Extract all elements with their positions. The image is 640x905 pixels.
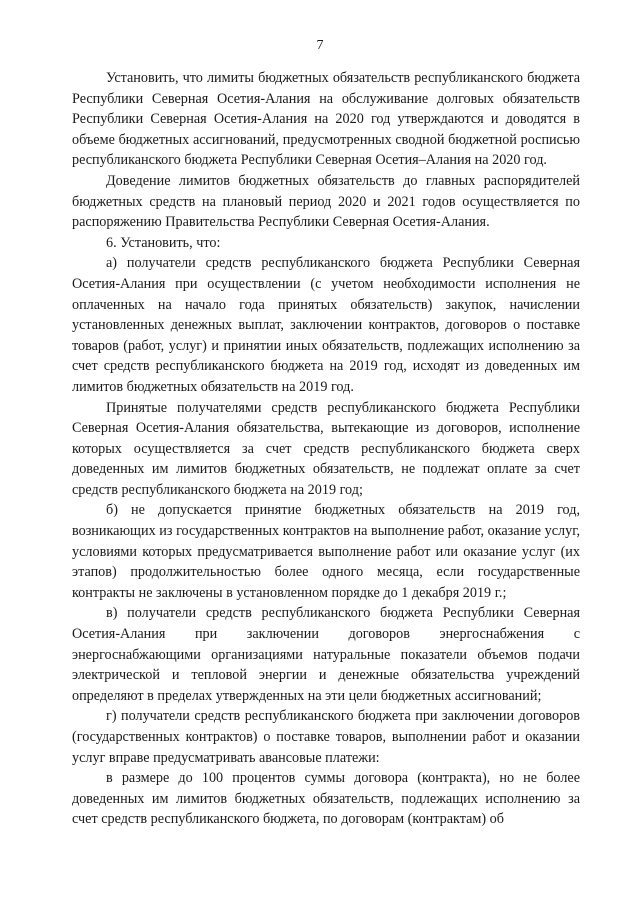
paragraph-advance-100-percent: в размере до 100 процентов суммы договора (контракта), но не более доведенных им лимитов бюджетных обязательств, подлежащих исполнению за счет средств республиканского бюджета, по договорам (контрактам) об (72, 770, 580, 828)
paragraph-planning-period: Доведение лимитов бюджетных обязательств до главных распорядителей бюджетных средств на плановый период 2020 и 2021 годов осуществляется по распоряжению Правительства Республики Северная Осетия-Алания. (72, 172, 580, 231)
paragraph-item-g: г) получатели средств республиканского бюджета при заключении договоров (государственных контрактов) о поставке товаров, выполнении работ и оказании услуг вправе предусматривать авансовые платежи: (72, 708, 580, 766)
paragraph-item-v: в) получатели средств республиканского бюджета Республики Северная Осетия-Алания при заключении договоров энергоснабжения с энергоснабжающими организациями натуральные показатели объемов подачи электрической и тепловой энергии и денежные обязательства учреждений определяют в пределах утвержденных на эти цели бюджетных ассигнований; (72, 605, 580, 704)
paragraph-obligations-not-paid: Принятые получателями средств республиканского бюджета Республики Северная Осетия-Алания обязательства, вытекающие из договоров, исполнение которых осуществляется за счет средств республиканского бюджета сверх доведенных им лимитов бюджетных обязательств, не подлежат оплате за счет средств республиканского бюджета на 2019 год; (72, 399, 580, 498)
paragraph-item-6-heading: 6. Установить, что: (106, 234, 221, 251)
paragraph-limits-debt-obligations: Установить, что лимиты бюджетных обязательств республиканского бюджета Республики Северная Осетия-Алания на обслуживание долговых обязательств Республики Северная Осетия-Алания на 2020 год утверждаются и доводятся в объеме бюджетных ассигнований, предусмотренных сводной бюджетной росписью республиканского бюджета Республики Северная Осетия–Алания на 2020 год. (72, 70, 580, 169)
page-number: 7 (316, 38, 324, 53)
paragraph-item-b: б) не допускается принятие бюджетных обязательств на 2019 год, возникающих из государственных контрактов на выполнение работ, оказание услуг, условиями которых предусматривается выполнение работ или оказание услуг (их этапов) продолжительностью более одного месяца, если государственные контракты не заключены в установленном порядке до 1 декабря 2019 г.; (72, 502, 580, 601)
paragraph-item-a: а) получатели средств республиканского бюджета Республики Северная Осетия-Алания при осуществлении (с учетом необходимости исполнения не оплаченных на начало года принятых обязательств) закупок, начислении установленных денежных выплат, заключении контрактов, договоров о поставке товаров (работ, услуг) и принятии иных обязательств, подлежащих исполнению за счет средств республиканского бюджета на 2019 год, исходят из доведенных им лимитов бюджетных обязательств на 2019 год. (72, 255, 580, 395)
document-body (72, 68, 580, 830)
